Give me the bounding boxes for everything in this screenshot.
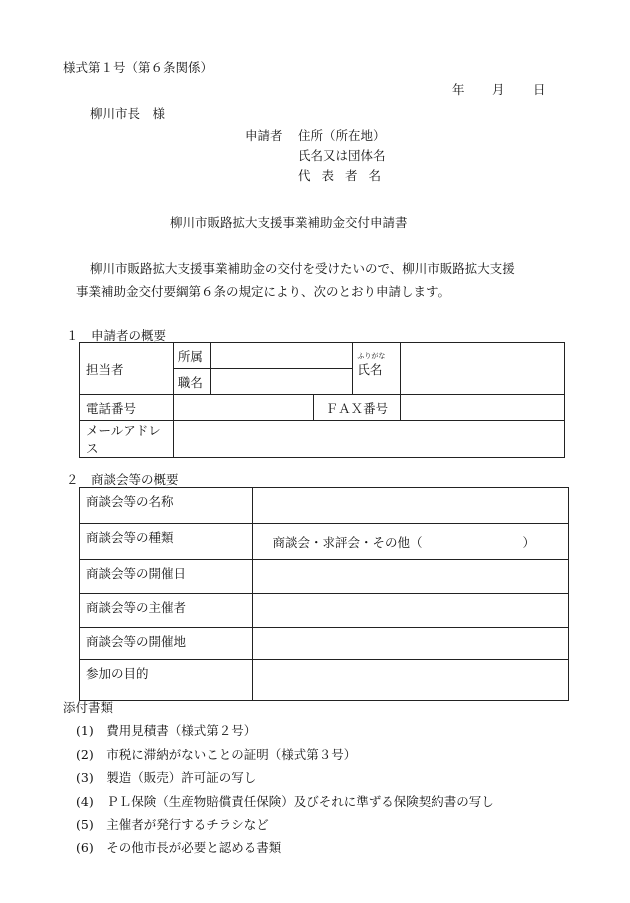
meeting-type-label: 商談会等の種類 — [80, 524, 253, 560]
name-label: 氏名 — [357, 361, 383, 377]
meeting-name-field[interactable] — [252, 488, 568, 524]
meeting-organizer-field[interactable] — [252, 594, 568, 628]
position-field[interactable] — [210, 369, 353, 395]
attachment-item: (3) 製造（販売）許可証の写し — [76, 770, 257, 785]
attachments-heading: 添付書類 — [63, 700, 114, 715]
applicant-representative: 代表者名 — [298, 168, 393, 183]
applicant-label: 申請者 — [245, 128, 283, 143]
meeting-name-label: 商談会等の名称 — [80, 488, 253, 524]
attachment-item: (1) 費用見積書（様式第２号） — [76, 723, 257, 738]
affiliation-label: 所属 — [173, 343, 210, 369]
date-year: 年 — [452, 82, 465, 97]
applicant-table — [79, 342, 565, 458]
phone-field[interactable] — [173, 395, 313, 421]
meeting-venue-field[interactable] — [252, 628, 568, 660]
attachment-item: (5) 主催者が発行するチラシなど — [76, 817, 269, 832]
body-line-1: 柳川市販路拡大支援事業補助金の交付を受けたいので、柳川市販路拡大支援 — [90, 261, 515, 276]
name-furigana: ふりがな — [357, 351, 386, 360]
body-line-2: 事業補助金交付要綱第６条の規定により、次のとおり申請します。 — [76, 284, 451, 299]
name-label-cell — [353, 343, 401, 395]
email-field[interactable] — [173, 421, 564, 458]
contact-person-label: 担当者 — [80, 343, 174, 395]
meeting-date-field[interactable] — [252, 560, 568, 594]
applicant-address: 住所（所在地） — [298, 128, 386, 143]
section2-heading: ２ 商談会等の概要 — [66, 472, 179, 487]
position-label: 職名 — [173, 369, 210, 395]
affiliation-field[interactable] — [210, 343, 353, 369]
addressee: 柳川市長 様 — [90, 106, 166, 121]
phone-label: 電話番号 — [80, 395, 174, 421]
document-title: 柳川市販路拡大支援事業補助金交付申請書 — [170, 215, 408, 230]
attachment-item: (2) 市税に滞納がないことの証明（様式第３号） — [76, 747, 357, 762]
email-label: メールアドレス — [80, 421, 174, 458]
fax-label: ＦＡＸ番号 — [313, 395, 401, 421]
meeting-venue-label: 商談会等の開催地 — [80, 628, 253, 660]
participation-purpose-label: 参加の目的 — [80, 660, 253, 701]
date-month: 月 — [492, 82, 505, 97]
attachment-item: (6) その他市長が必要と認める書類 — [76, 840, 282, 855]
fax-field[interactable] — [401, 395, 565, 421]
name-field[interactable] — [401, 343, 565, 395]
form-number: 様式第１号（第６条関係） — [63, 60, 214, 75]
section1-heading: １ 申請者の概要 — [66, 328, 167, 343]
meeting-date-label: 商談会等の開催日 — [80, 560, 253, 594]
date-day: 日 — [533, 82, 546, 97]
meeting-table — [79, 487, 569, 701]
meeting-type-field[interactable]: 商談会・求評会・その他（ ） — [252, 524, 568, 560]
participation-purpose-field[interactable] — [252, 660, 568, 701]
meeting-organizer-label: 商談会等の主催者 — [80, 594, 253, 628]
applicant-name: 氏名又は団体名 — [298, 148, 386, 163]
attachment-item: (4) ＰＬ保険（生産物賠償責任保険）及びそれに準ずる保険契約書の写し — [76, 794, 494, 809]
